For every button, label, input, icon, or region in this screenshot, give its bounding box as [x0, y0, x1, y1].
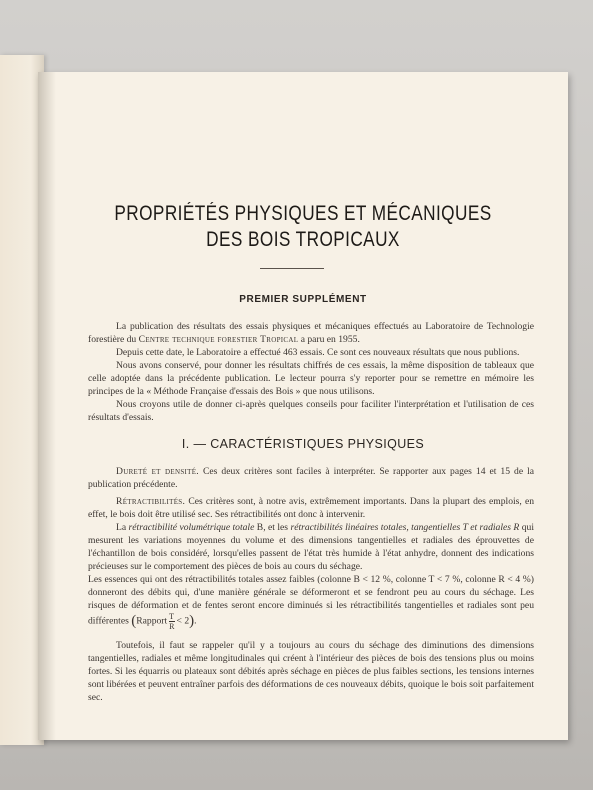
p3-italic-2: rétractibilités linéaires totales, tangentielles T et radiales R: [290, 522, 520, 533]
section1-paragraph-1: [88, 465, 534, 491]
fraction-denominator: R: [169, 622, 175, 631]
page-title-line2: DES BOIS TROPICAUX: [206, 228, 400, 251]
section1-paragraph-4: [88, 573, 534, 631]
durete-text: Ces deux critères sont faciles à interpréter. Se rapporter aux pages 14 et 15 de la publication précédente.: [88, 466, 535, 490]
book-page: [38, 72, 568, 740]
intro-p1-text: La publication des résultats des essais physiques et mécaniques effectués au Laboratoire de Technologie forestière du: [88, 321, 534, 345]
section1-paragraph-3: [88, 521, 534, 573]
intro-p1-end: a paru en 1955.: [298, 334, 360, 345]
intro-paragraph-1: [88, 320, 534, 346]
durete-label: Dureté et densité.: [116, 466, 200, 477]
retractibilites-text: Ces critères sont, à notre avis, extrêmement importants. Dans la plupart des emplois, en effet, le bois doit être utilisé sec. Ses rétractibilités ont donc à intervenir.: [88, 496, 534, 520]
p3-text-a: La: [116, 522, 129, 533]
intro-paragraph-3: Nous avons conservé, pour donner les résultats chiffrés de ces essais, la même disposition de tableaux que celle adoptée dans la précédente publication. Le lecteur pourra s'y reporter pour se remettre en mémoire les principes de la « Méthode Française d'essais des Bois » que nous utilisons.: [88, 360, 534, 397]
ratio-limit: < 2: [176, 615, 190, 627]
intro-paragraph-2: Depuis cette date, le Laboratoire a effectué 463 essais. Ce sont ces nouveaux résultats que nous publions.: [116, 347, 520, 358]
intro-block: [88, 320, 534, 424]
paren-open: (: [131, 613, 137, 629]
page-subtitle: PREMIER SUPPLÉMENT: [239, 294, 367, 305]
ratio-fraction: [169, 612, 174, 631]
org-name: Centre technique forestier Tropical: [138, 334, 299, 345]
page-title-line1: PROPRIÉTÉS PHYSIQUES ET MÉCANIQUES: [114, 202, 492, 225]
section1-paragraph-5: Toutefois, il faut se rappeler qu'il y a toujours au cours du séchage des diminutions des dimensions tangentielles, radiales et même longitudinales qui créent à l'intérieur des pièces de bois des tensions plus ou moins fortes. Si les équarris ou plateaux sont débités après séchage en pièces de plus faibles sections, les tensions internes sont libérées et peuvent entraîner parfois des déformations de ces nouveaux débits, quoique le bois soit parfaitement sec.: [88, 640, 534, 703]
p3-text-c: qui mesurent les variations moyennes du volume et des dimensions tangentielles et radiales des éprouvettes de l'échantillon de bois considéré, lorsqu'elles passent de l'état très humide à l'état anhydre, donnent des indications précieuses sur le comportement des pièces de bois au cours du séchage.: [88, 522, 534, 572]
intro-paragraph-4: Nous croyons utile de donner ci-après quelques conseils pour faciliter l'interprétation et l'utilisation de ces résultats d'essais.: [88, 399, 534, 423]
section-heading: I. — CARACTÉRISTIQUES PHYSIQUES: [181, 437, 425, 451]
p3-italic-1: rétractibilité volumétrique totale: [128, 522, 255, 533]
title-divider: [260, 268, 324, 269]
retractibilites-label: Rétractibilités.: [116, 496, 186, 507]
fraction-numerator: T: [169, 612, 175, 621]
spine-shadow: [38, 72, 56, 740]
p4-text: Les essences qui ont des rétractibilités totales assez faibles (colonne B < 12 %, colonne T < 7 %, colonne R < 4 %) donneront des débits qui, d'une manière générale se déformeront et se fendront peu au cours du séchage. Les risques de déformation et de fentes seront encore diminués si les rétractibilités tangentielles et radiales sont peu différentes: [88, 574, 534, 627]
paren-close: ): [189, 613, 195, 629]
section1-paragraph-2: [88, 495, 534, 521]
p4-end: .: [194, 615, 197, 627]
p3-text-b: B, et les: [254, 522, 291, 533]
rapport-label: Rapport: [136, 615, 168, 627]
section1-block: [88, 465, 534, 704]
